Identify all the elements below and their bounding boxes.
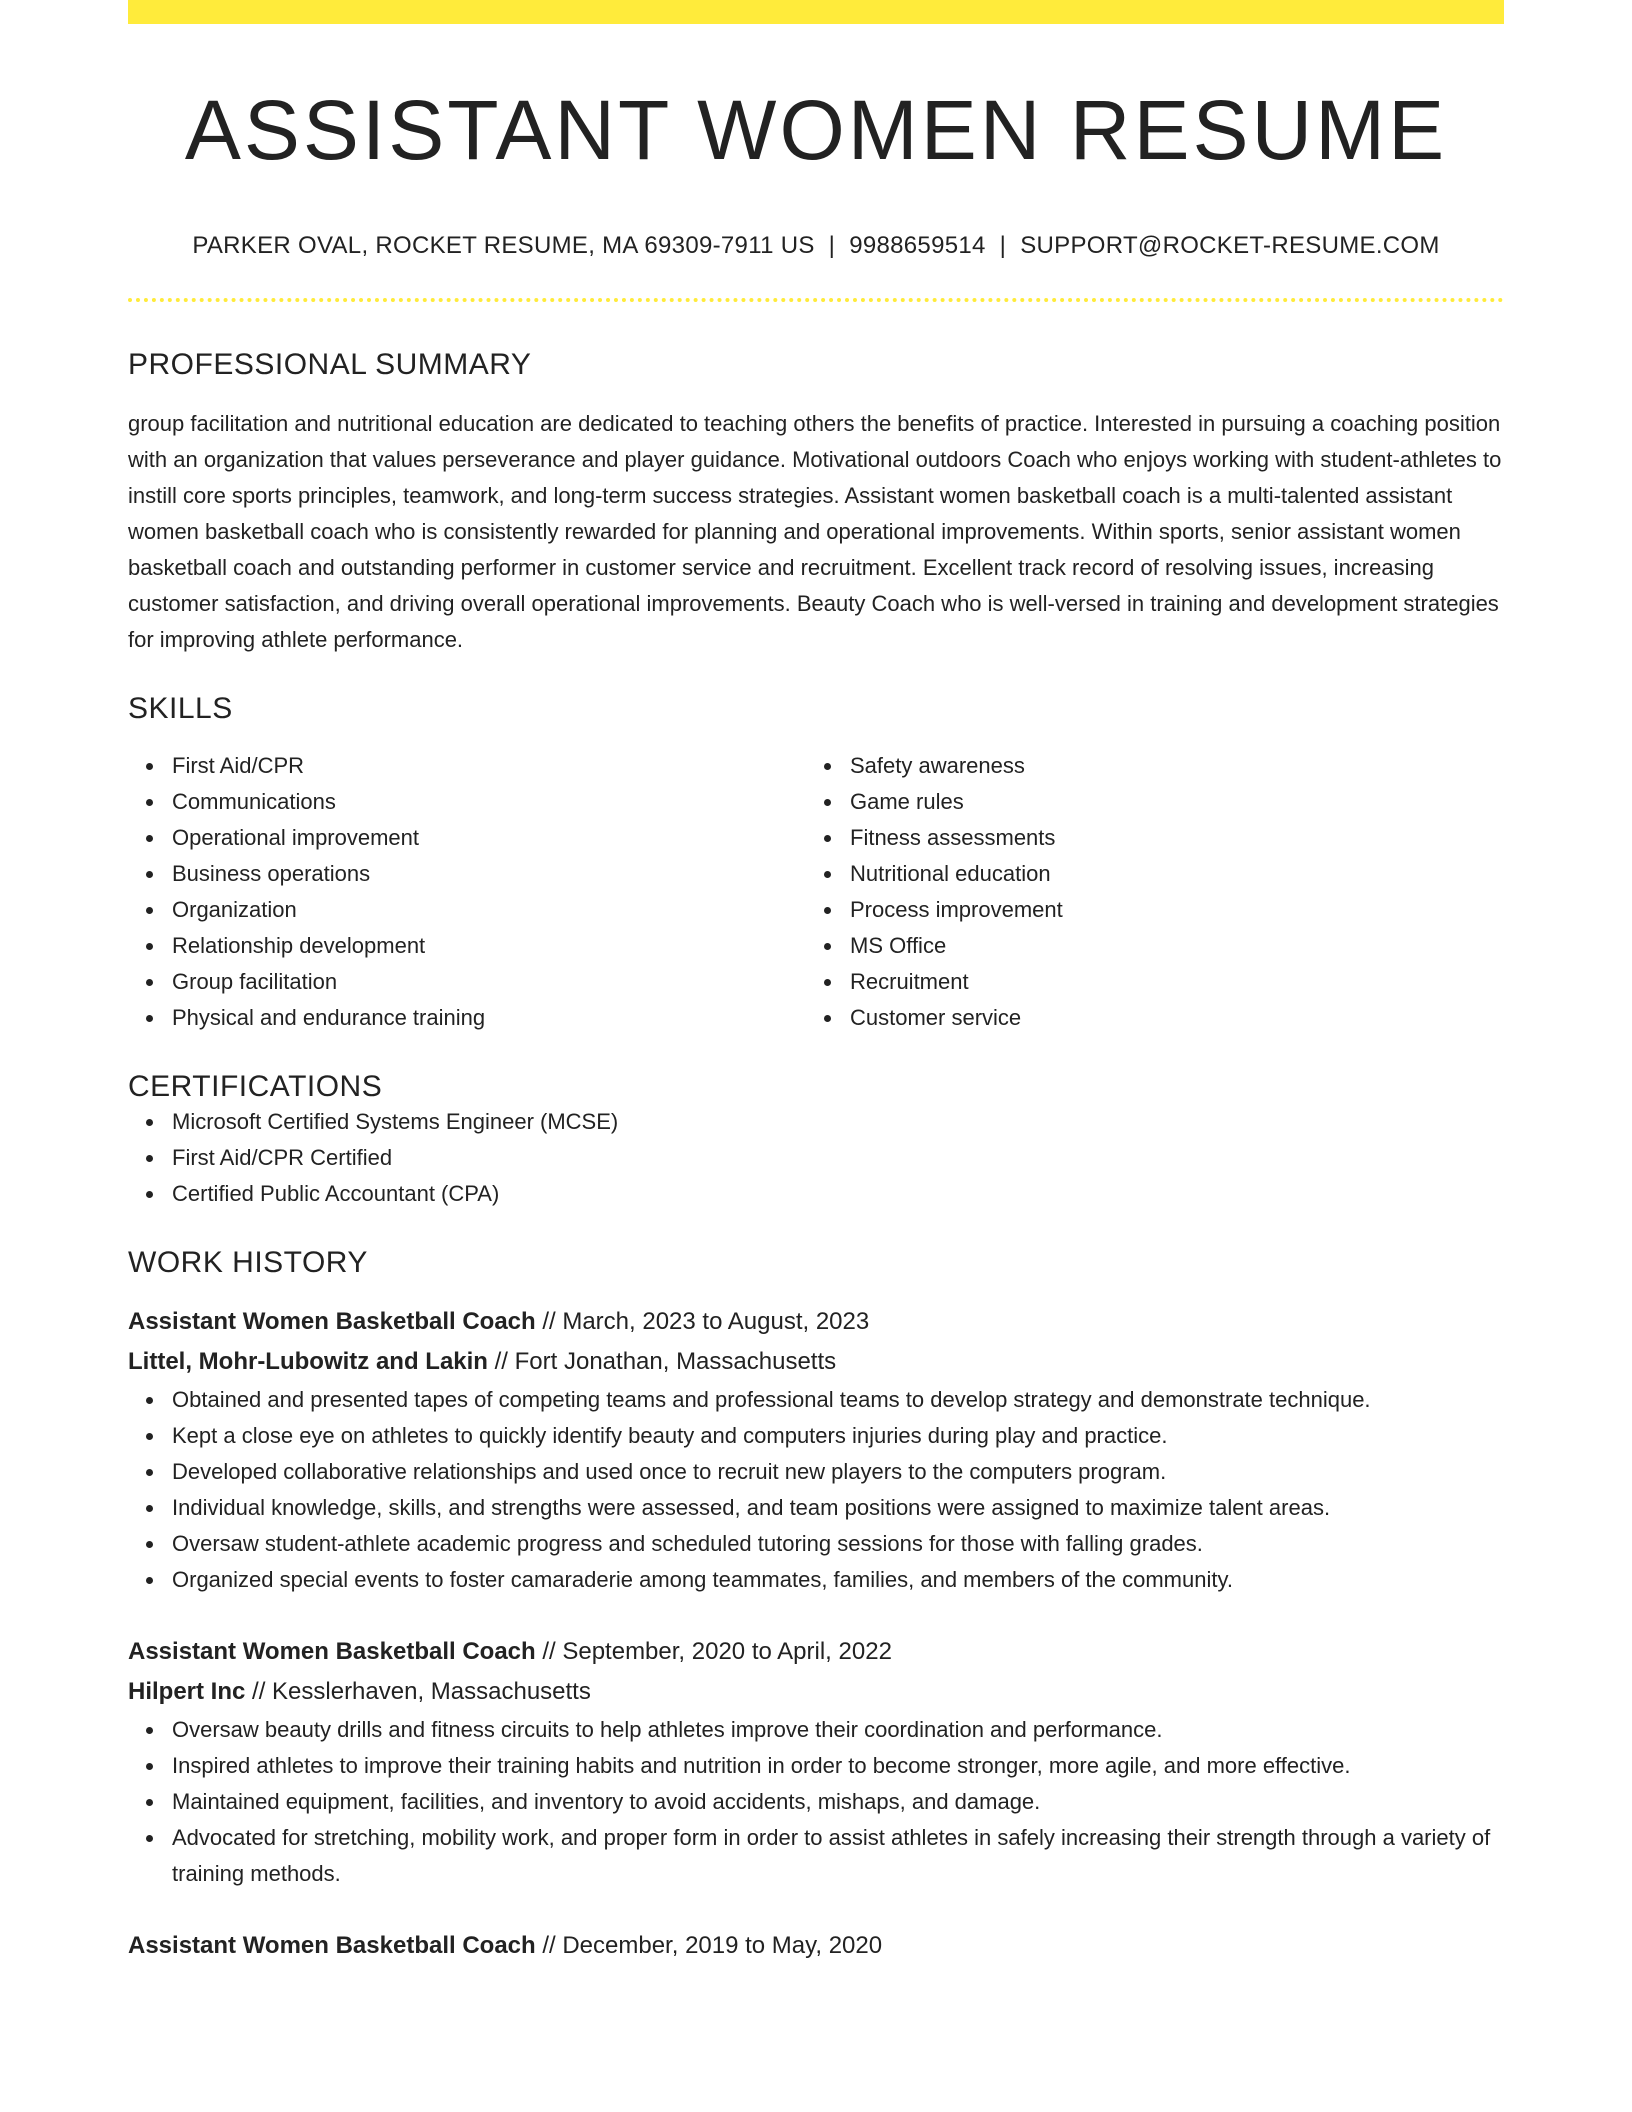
skills-list-right	[806, 748, 1484, 1036]
contact-email: SUPPORT@ROCKET-RESUME.COM	[1020, 232, 1440, 260]
job-role: Assistant Women Basketball Coach	[128, 1308, 536, 1336]
job-duty: Advocated for stretching, mobility work, and proper form in order to assist athletes in safely increasing their strength through a variety of training methods.	[172, 1820, 1504, 1892]
job-company-line	[128, 1342, 1504, 1382]
job-company-line	[128, 1672, 1504, 1712]
skill-item: Recruitment	[850, 964, 1484, 1000]
job-company: Hilpert Inc	[128, 1678, 246, 1706]
skill-item: Physical and endurance training	[172, 1000, 806, 1036]
job-duty: Individual knowledge, skills, and strengths were assessed, and team positions were assigned to maximize talent areas.	[172, 1490, 1504, 1526]
job-role: Assistant Women Basketball Coach	[128, 1638, 536, 1666]
job-role-line	[128, 1632, 1504, 1672]
job-role-line	[128, 1302, 1504, 1342]
skill-item: Operational improvement	[172, 820, 806, 856]
skill-item: Business operations	[172, 856, 806, 892]
job-duty: Oversaw beauty drills and fitness circuits to help athletes improve their coordination and performance.	[172, 1712, 1504, 1748]
certification-item: Microsoft Certified Systems Engineer (MCSE)	[172, 1104, 1504, 1140]
job-duty: Kept a close eye on athletes to quickly identify beauty and computers injuries during play and practice.	[172, 1418, 1504, 1454]
job-location: // Kesslerhaven, Massachusetts	[245, 1678, 591, 1706]
job-role: Assistant Women Basketball Coach	[128, 1932, 536, 1960]
job-dates: // December, 2019 to May, 2020	[535, 1932, 883, 1960]
skill-item: Game rules	[850, 784, 1484, 820]
job-company: Littel, Mohr-Lubowitz and Lakin	[128, 1348, 488, 1376]
certification-item: First Aid/CPR Certified	[172, 1140, 1504, 1176]
skill-item: Communications	[172, 784, 806, 820]
skill-item: Nutritional education	[850, 856, 1484, 892]
skill-item: First Aid/CPR	[172, 748, 806, 784]
job-entry	[128, 1926, 1504, 1966]
contact-separator: |	[999, 232, 1007, 260]
summary-heading: PROFESSIONAL SUMMARY	[128, 348, 532, 382]
skills-list-left	[128, 748, 806, 1036]
resume-page	[128, 0, 1504, 1966]
job-dates: // September, 2020 to April, 2022	[535, 1638, 892, 1666]
job-entry	[128, 1302, 1504, 1598]
job-role-line	[128, 1926, 1504, 1966]
contact-line	[128, 232, 1504, 260]
job-duty: Obtained and presented tapes of competing teams and professional teams to develop strategy and demonstrate technique.	[172, 1382, 1504, 1418]
skill-item: Safety awareness	[850, 748, 1484, 784]
job-entry	[128, 1632, 1504, 1892]
skill-item: Process improvement	[850, 892, 1484, 928]
certifications-list	[128, 1104, 1504, 1212]
contact-phone: 9988659514	[849, 232, 986, 260]
job-duties-list	[128, 1382, 1504, 1598]
job-duties-list	[128, 1712, 1504, 1892]
certification-item: Certified Public Accountant (CPA)	[172, 1176, 1504, 1212]
job-duty: Oversaw student-athlete academic progress and scheduled tutoring sessions for those with falling grades.	[172, 1526, 1504, 1562]
summary-text: group facilitation and nutritional education are dedicated to teaching others the benefits of practice. Interested in pursuing a coaching position with an organization that values perseverance and player guidance. Motivational outdoors Coach who enjoys working with student-athletes to instill core sports principles, teamwork, and long-term success strategies. Assistant women basketball coach is a multi-talented assistant women basketball coach who is consistently rewarded for planning and operational improvements. Within sports, senior assistant women basketball coach and outstanding performer in customer service and recruitment. Excellent track record of resolving issues, increasing customer satisfaction, and driving overall operational improvements. Beauty Coach who is well-versed in training and development strategies for improving athlete performance.	[128, 411, 1502, 653]
contact-separator: |	[828, 232, 836, 260]
skill-item: Group facilitation	[172, 964, 806, 1000]
skills-grid	[128, 748, 1504, 1036]
contact-address: PARKER OVAL, ROCKET RESUME, MA 69309-7911 US	[192, 232, 815, 260]
top-accent-bar	[128, 0, 1504, 24]
job-dates: // March, 2023 to August, 2023	[535, 1308, 870, 1336]
certifications-heading: CERTIFICATIONS	[128, 1070, 383, 1104]
dotted-divider	[128, 298, 1504, 302]
skill-item: MS Office	[850, 928, 1484, 964]
job-duty: Organized special events to foster camaraderie among teammates, families, and members of the community.	[172, 1562, 1504, 1598]
work-history-heading: WORK HISTORY	[128, 1246, 368, 1280]
job-duty: Developed collaborative relationships and used once to recruit new players to the computers program.	[172, 1454, 1504, 1490]
skill-item: Customer service	[850, 1000, 1484, 1036]
job-duty: Inspired athletes to improve their training habits and nutrition in order to become stronger, more agile, and more effective.	[172, 1748, 1504, 1784]
skill-item: Fitness assessments	[850, 820, 1484, 856]
resume-title: ASSISTANT WOMEN RESUME	[184, 83, 1448, 177]
job-duty: Maintained equipment, facilities, and inventory to avoid accidents, mishaps, and damage.	[172, 1784, 1504, 1820]
skill-item: Relationship development	[172, 928, 806, 964]
job-location: // Fort Jonathan, Massachusetts	[487, 1348, 837, 1376]
skills-heading: SKILLS	[128, 692, 233, 726]
skill-item: Organization	[172, 892, 806, 928]
